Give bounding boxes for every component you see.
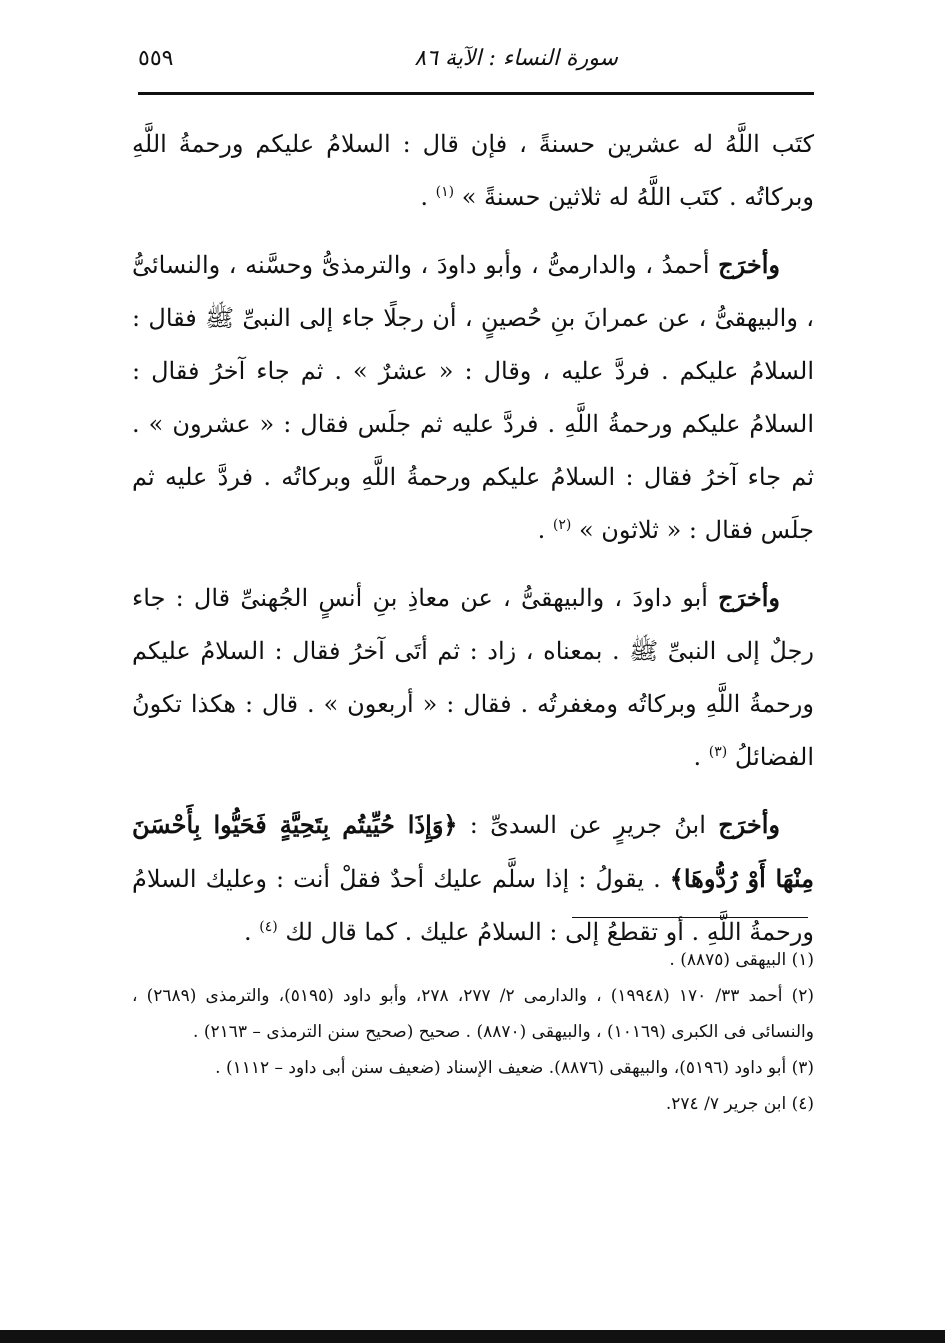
paragraph-text: . يقولُ : إذا سلَّم عليك أحدٌ فقلْ أنت : وعليك السلامُ ورحمةُ اللَّهِ . أو تقطعُ إلى : السلامُ عليك . كما قال لك [132,865,814,946]
paragraph-text: كتَب اللَّهُ له عشرين حسنةً ، فإن قال : السلامُ عليكم ورحمةُ اللَّهِ وبركاتُه . كتَب اللَّهُ له ثلاثين حسنةً » [132,130,814,211]
paragraph-3 [132,571,814,784]
paragraph-text-before: ابنُ جريرٍ عن السدىِّ : [457,811,706,839]
paragraph-text: أحمدُ ، والدارمىُّ ، وأبو داودَ ، والترمذىُّ وحسَّنه ، والنسائىُّ ، والبيهقىُّ ، عن عمرانَ بنِ حُصينٍ ، أن رجلًا جاء إلى النبىِّ ﷺ فقال : السلامُ عليكم . فردَّ عليه ، وقال : « عشرٌ » . ثم جاء آخرُ فقال : السلامُ عليكم ورحمةُ اللَّهِ . فردَّ عليه ثم جلَس فقال : « عشرون » . ثم جاء آخرُ فقال : السلامُ عليكم ورحمةُ اللَّهِ وبركاتُه . فردَّ عليه ثم جلَس فقال : « ثلاثون » [132,251,814,544]
page-number: ٥٥٩ [138,46,174,71]
footnote-marker[interactable]: (٣) [708,744,728,760]
paragraph-end: . [693,743,702,771]
lead-word: وأخرَج [718,810,781,839]
quran-verse: ﴿وَإِذَا حُيِّيتُم بِتَحِيَّةٍ فَحَيُّوا بِأَحْسَنَ مِنْهَا أَوْ رُدُّوهَا﴾ [132,810,815,893]
footnote-1: (١) البيهقى (٨٨٧٥) . [669,950,814,970]
scan-edge [0,1330,945,1343]
paragraph-end: . [537,516,546,544]
footnote-4: (٤) ابن جرير ٧/ ٢٧٤. [665,1094,814,1114]
lead-word: وأخرَج [718,583,780,612]
footnote-marker[interactable]: (٢) [552,517,572,533]
paragraph-end: . [243,918,252,946]
footnote-marker[interactable]: (١) [435,184,455,200]
footnotes [132,942,814,1122]
paragraph-end: . [420,183,428,211]
paragraph-1 [132,118,814,224]
page-header [138,46,814,86]
paragraph-text: أبو داودَ ، والبيهقىُّ ، عن معاذِ بنِ أنسٍ الجُهنىِّ قال : جاء رجلٌ إلى النبىِّ ﷺ . بمعناه ، زاد : ثم أتَى آخرُ فقال : السلامُ عليكم ورحمةُ اللَّهِ وبركاتُه ومغفرتُه . فقال : « أربعون » . قال : هكذا تكونُ الفضائلُ [132,584,814,771]
main-text [132,118,814,973]
paragraph-2 [132,238,814,557]
footnote-3: (٣) أبو داود (٥١٩٦)، والبيهقى (٨٨٧٦). ضعيف الإسناد (ضعيف سنن أبى داود – ١١١٢) . [215,1058,814,1078]
footnote-divider [572,917,808,918]
lead-word: وأخرَج [718,250,780,279]
footnote-marker[interactable]: (٤) [259,919,278,935]
header-divider [138,92,814,95]
paragraph-4 [132,798,814,959]
footnote-2: (٢) أحمد ٣٣/ ١٧٠ (١٩٩٤٨) ، والدارمى ٢/ ٢٧٧، ٢٧٨، وأبو داود (٥١٩٥)، والترمذى (٢٦٨٩) ، والنسائى فى الكبرى (١٠١٦٩) ، والبيهقى (٨٨٧٠) . صحيح (صحيح سنن الترمذى – ٢١٦٣) . [132,986,814,1042]
surah-title: سورة النساء : الآية ٨٦ [414,46,618,71]
